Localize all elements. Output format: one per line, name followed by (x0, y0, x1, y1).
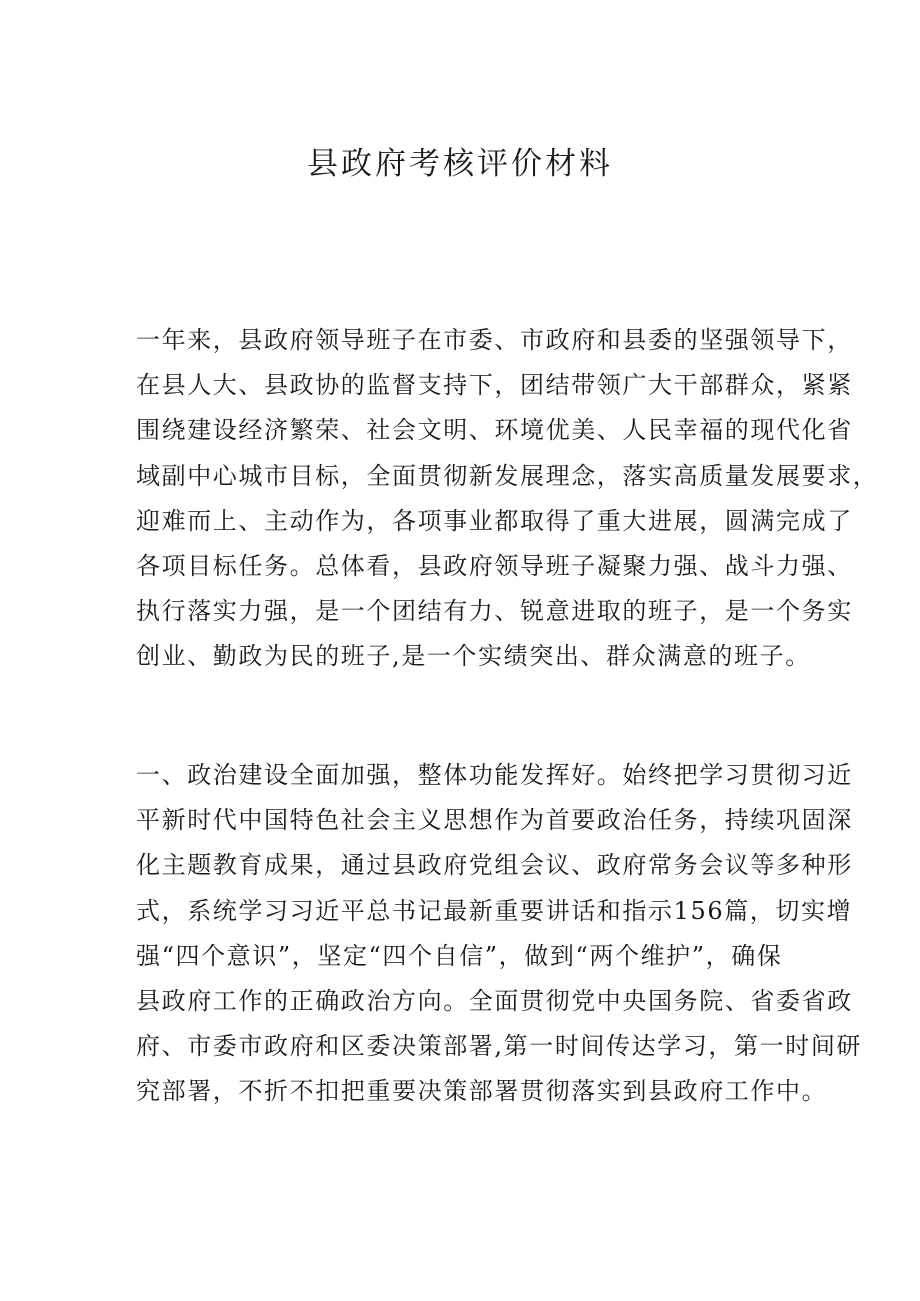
text-line: 执行落实力强，是一个团结有力、锐意进取的班子，是一个务实 (136, 597, 853, 626)
text-line: 迎难而上、主动作为，各项事业都取得了重大进展，圆满完成了 (136, 506, 853, 535)
paragraph-intro (136, 318, 879, 680)
text-line: 在县人大、县政协的监督支持下，团结带领广大干部群众，紧紧 (136, 371, 853, 400)
text-line: 一、政治建设全面加强，整体功能发挥好。始终把学习贯彻习近 (136, 761, 853, 789)
text-line: 围绕建设经济繁荣、社会文明、环境优美、人民幸福的现代化省 (136, 416, 853, 445)
text-line: 强“四个意识”，坚定“四个自信”，做到“两个维护”，确保 (136, 941, 783, 970)
text-line: 化主题教育成果，通过县政府党组会议、政府常务会议等多种形 (136, 851, 853, 880)
text-line: 府、市委市政府和区委决策部署,第一时间传达学习，第一时间研 (136, 1032, 863, 1061)
text-line: 一年来，县政府领导班子在市委、市政府和县委的坚强领导下， (136, 326, 853, 354)
text-line: 域副中心城市目标，全面贯彻新发展理念，落实高质量发展要求， (136, 461, 879, 490)
document-title: 县政府考核评价材料 (307, 146, 613, 182)
text-line: 县政府工作的正确政治方向。全面贯彻党中央国务院、省委省政 (136, 987, 853, 1016)
text-line: 究部署，不折不扣把重要决策部署贯彻落实到县政府工作中。 (136, 1077, 828, 1106)
text-line: 平新时代中国特色社会主义思想作为首要政治任务，持续巩固深 (136, 806, 853, 835)
text-line: 各项目标任务。总体看，县政府领导班子凝聚力强、战斗力强、 (136, 552, 853, 581)
text-line: 式，系统学习习近平总书记最新重要讲话和指示156篇，切实增 (136, 896, 853, 925)
paragraph-section-1 (136, 753, 863, 1115)
text-line: 创业、勤政为民的班子,是一个实绩突出、群众满意的班子。 (136, 642, 811, 671)
